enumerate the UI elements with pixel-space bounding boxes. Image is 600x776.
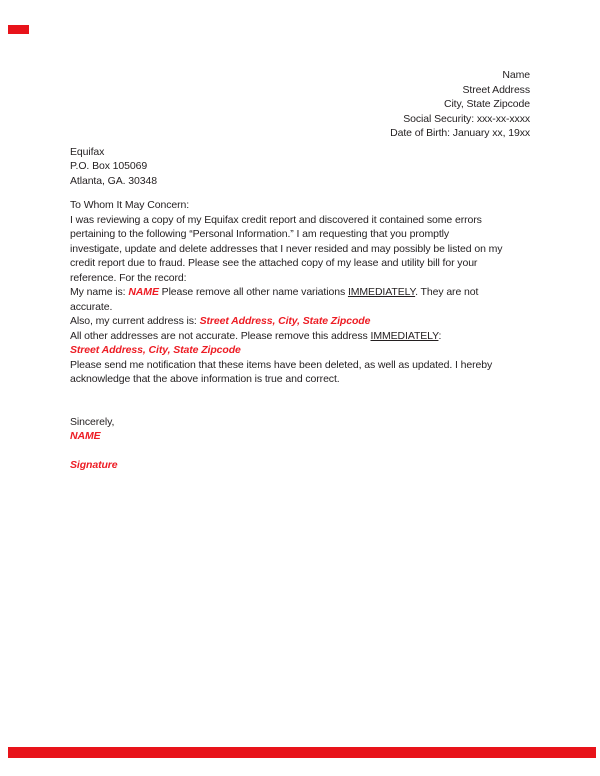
address-para-colon: : <box>438 329 442 342</box>
intro-line-4: credit report due to fraud. Please see the attached copy of my lease and utility bill for your <box>70 257 478 269</box>
notify-line-1: Please send me notification that these items have been deleted, as well as updated. I hereby <box>70 358 493 371</box>
intro-line-1: I was reviewing a copy of my Equifax credit report and discovered it contained some errors <box>70 213 482 226</box>
letter-content <box>70 68 530 472</box>
name-para-mid: Please remove all other name variations <box>158 286 348 298</box>
intro-line-2: pertaining to the following “Personal Information.” I am requesting that you promptly <box>70 228 450 240</box>
paragraph-address-correction <box>70 314 530 358</box>
top-accent-bar <box>8 25 29 34</box>
salutation: To Whom It May Concern: <box>70 199 190 211</box>
name-para-lead: My name is: <box>70 286 129 298</box>
signature-placeholder: Signature <box>70 458 118 471</box>
sender-name: Name <box>502 69 530 81</box>
paragraph-notification <box>70 358 530 387</box>
current-address-placeholder: Street Address, City, State Zipcode <box>199 315 371 327</box>
recipient-city-state-zip: Atlanta, GA. 30348 <box>70 174 157 187</box>
notify-line-2: acknowledge that the above information is true and correct. <box>70 373 340 385</box>
sender-address-block <box>70 68 530 141</box>
address-para-immediately: IMMEDIATELY <box>370 329 439 342</box>
remove-address-placeholder: Street Address, City, State Zipcode <box>70 344 241 356</box>
intro-line-3: investigate, update and delete addresses that I never resided and may possibly be listed on my <box>70 242 503 255</box>
bottom-accent-bar <box>8 747 596 758</box>
address-para-lead: Also, my current address is: <box>70 315 200 327</box>
recipient-po-box: P.O. Box 105069 <box>70 160 148 172</box>
name-para-line-2: accurate. <box>70 300 113 313</box>
sender-ssn: Social Security: xxx-xx-xxxx <box>403 112 530 125</box>
paragraph-name-correction <box>70 285 530 314</box>
name-placeholder: NAME <box>128 286 159 298</box>
address-para-line-2: All other addresses are not accurate. Please remove this address <box>70 329 371 342</box>
sender-dob: Date of Birth: January xx, 19xx <box>390 127 530 139</box>
sender-street: Street Address <box>462 83 530 96</box>
paragraph-intro <box>70 213 530 286</box>
intro-line-5: reference. For the record: <box>70 271 187 284</box>
closing-block <box>70 415 530 444</box>
closing-name-placeholder: NAME <box>70 430 101 442</box>
sender-city-state-zip: City, State Zipcode <box>443 98 530 110</box>
recipient-address-block <box>70 145 530 189</box>
closing-sincerely: Sincerely, <box>70 415 115 428</box>
name-para-tail: . They are not <box>415 286 479 298</box>
recipient-company: Equifax <box>70 145 105 158</box>
name-para-immediately: IMMEDIATELY <box>347 286 416 298</box>
